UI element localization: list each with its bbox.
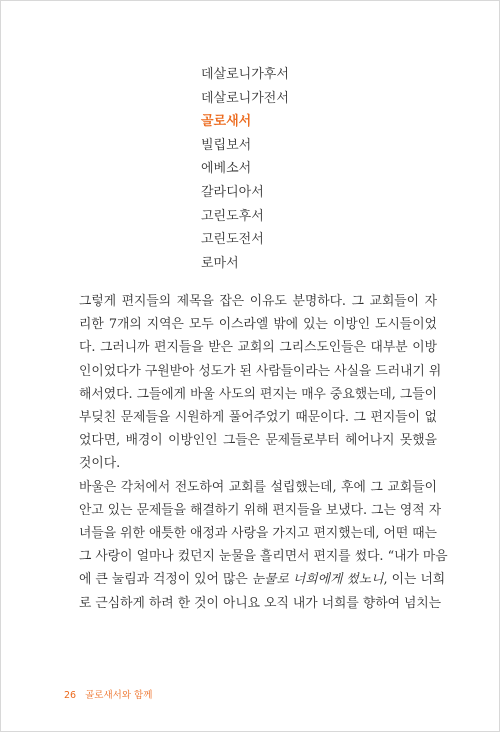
scripture-quote: 눈물로 너희에게 썼노니 [251,572,384,588]
list-item: 고린도전서 [201,232,264,248]
paragraph [67,290,442,476]
text-line: 녀들을 위한 애틋한 애정과 사랑을 가지고 편지했는데, 어떤 때는 [79,526,438,542]
list-item: 갈라디아서 [201,184,264,200]
text-line: 다. 그러니까 편지들을 받은 교회의 그리스도인들은 대부분 이방 [79,340,437,356]
list-item: 데살로니가후서 [201,67,289,82]
epistle-list [201,63,289,275]
text-line: 그 사랑이 얼마나 컸던지 눈물을 흘리면서 편지를 썼다. “내가 마음 [79,549,448,565]
text-line: 해서였다. 그들에게 바울 사도의 편지는 매우 중요했는데, 그들이 [79,386,438,402]
paragraph [67,476,448,615]
body-text [67,290,448,615]
text-segment: 에 큰 눌림과 걱정이 있어 많은 [79,572,252,588]
text-line: 었다면, 배경이 이방인인 그들은 문제들로부터 헤어나지 못했을 [79,433,437,449]
text-line [67,568,446,591]
list-item: 데살로니가전서 [201,90,289,106]
list-item: 에베소서 [201,161,252,177]
text-line: 리한 7개의 지역은 모두 이스라엘 밖에 있는 이방인 도시들이었 [79,317,437,333]
text-line: 로 근심하게 하려 한 것이 아니요 오직 내가 너희를 향하여 넘치는 [79,595,442,611]
text-segment: , 이는 너희 [383,572,446,588]
list-item-highlighted: 골로새서 [201,114,252,130]
list-item: 로마서 [201,255,239,271]
text-line: 인이었다가 구원받아 성도가 된 사람들이라는 사실을 드러내기 위 [79,363,442,379]
text-line: 바울은 각처에서 전도하여 교회를 설립했는데, 후에 그 교회들이 [79,479,437,495]
text-line: 안고 있는 문제들을 해결하기 위해 편지들을 보냈다. 그는 영적 자 [79,502,442,518]
list-item: 빌립보서 [201,137,252,153]
page-footer [64,687,152,701]
text-line: 그렇게 편지들의 제목을 잡은 이유도 분명하다. 그 교회들이 자 [79,294,437,309]
text-line: 부딪친 문제들을 시원하게 풀어주었기 때문이다. 그 편지들이 없 [79,410,437,426]
running-title: 골로새서와 함께 [85,690,153,701]
list-item: 고린도후서 [201,208,264,224]
page-number: 26 [64,690,77,701]
text-line: 것이다. [79,456,121,472]
